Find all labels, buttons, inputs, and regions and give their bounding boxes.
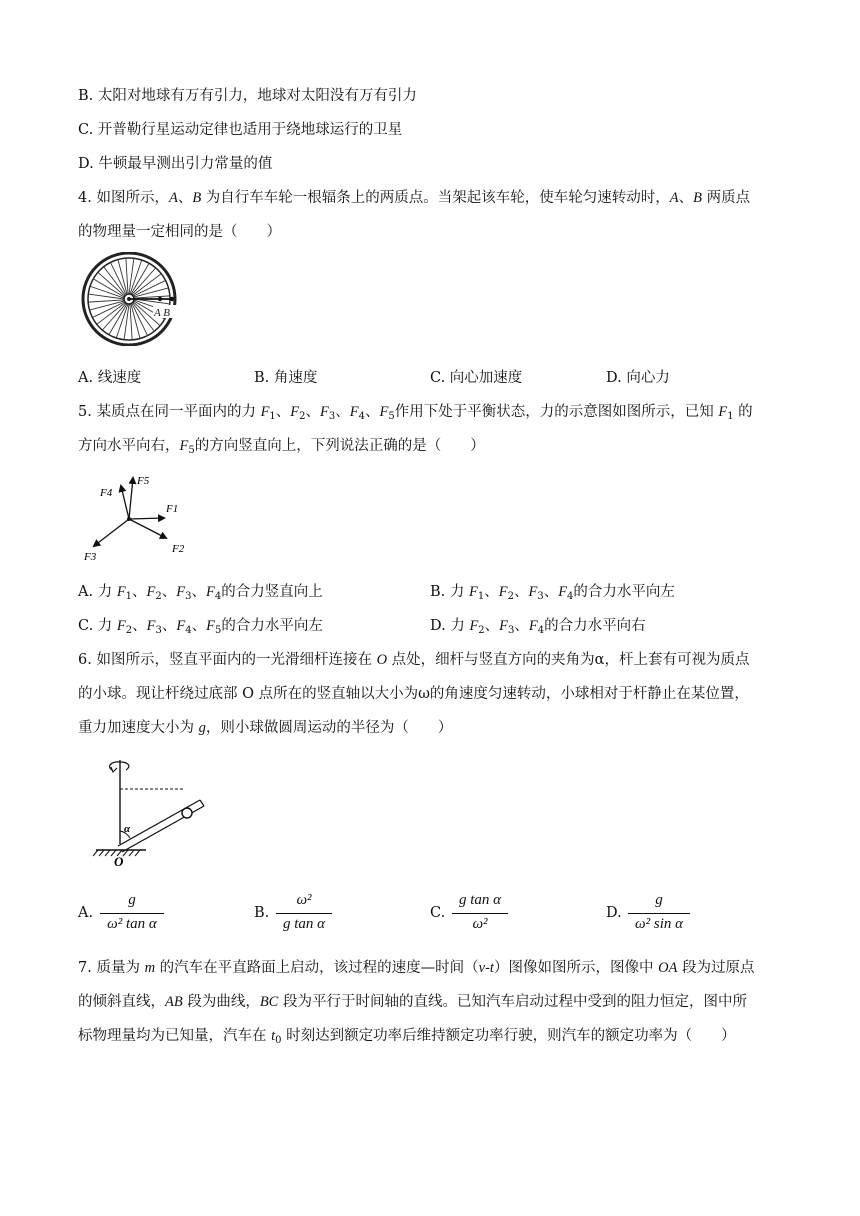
q5-label-f3: F3 bbox=[84, 551, 97, 563]
q5-label-f1: F1 bbox=[166, 503, 179, 515]
ground-hatch bbox=[129, 850, 134, 856]
q6-option-a-formula: g ω² tan α bbox=[100, 892, 164, 936]
ground-hatch bbox=[93, 850, 98, 856]
q6-stem-line3: 重力加速度大小为 g，则小球做圆周运动的半径为（ ） bbox=[78, 720, 453, 736]
q6-stem-line2: 的小球。现让杆绕过底部 O 点所在的竖直轴以大小为ω的角速度匀速转动，小球相对于杆静止在某位置， bbox=[78, 686, 749, 702]
q6-option-b-formula: ω² g tan α bbox=[276, 892, 332, 936]
q6-rod-figure bbox=[92, 756, 208, 868]
q6-option-a-label: A. bbox=[78, 905, 94, 921]
q4-option-a: A. 线速度 bbox=[78, 370, 142, 386]
q5-label-f5: F5 bbox=[137, 475, 150, 487]
q7-stem-line1: 7. 质量为 m 的汽车在平直路面上启动，该过程的速度—时间（v-t）图像如图所示，图像中 OA 段为过原点 bbox=[78, 960, 755, 976]
q5-option-a: A. 力 $F_1$、$F_2$、$F_3$、$F_4$的合力竖直向上 bbox=[78, 584, 323, 602]
q5-option-b: B. 力 $F_1$、$F_2$、$F_3$、$F_4$的合力水平向左 bbox=[430, 584, 675, 602]
q6-label-o: O bbox=[114, 854, 124, 868]
wheel-spoke bbox=[131, 304, 140, 339]
wheel-spoke bbox=[88, 300, 124, 302]
q4-wheel-figure bbox=[78, 252, 184, 346]
wheel-spoke bbox=[118, 260, 127, 295]
q3-option-b: B. 太阳对地球有万有引力，地球对太阳没有万有引力 bbox=[78, 88, 417, 104]
q5-stem-line2: 方向水平向右，$F_5$的方向竖直向上，下列说法正确的是（ ） bbox=[78, 438, 485, 456]
q4-option-d: D. 向心力 bbox=[606, 370, 670, 386]
wheel-spoke bbox=[134, 296, 170, 298]
q4-option-b: B. 角速度 bbox=[254, 370, 318, 386]
q4-stem-line2: 的物理量一定相同的是（ ） bbox=[78, 224, 281, 240]
q4-option-c: C. 向心加速度 bbox=[430, 370, 523, 386]
q5-option-d: D. 力 $F_2$、$F_3$、$F_4$的合力水平向右 bbox=[430, 618, 646, 636]
q3-option-c: C. 开普勒行星运动定律也适用于绕地球运行的卫星 bbox=[78, 122, 403, 138]
wheel-spoke bbox=[126, 258, 128, 294]
wheel-spoke bbox=[134, 288, 169, 297]
q6-option-d-formula: g ω² sin α bbox=[628, 892, 690, 936]
q6-option-c-formula: g tan α ω² bbox=[452, 892, 508, 936]
ground-hatch bbox=[135, 850, 140, 856]
q3-option-d: D. 牛顿最早测出引力常量的值 bbox=[78, 156, 273, 172]
wheel-spoke bbox=[90, 301, 125, 310]
q5-force-diagram bbox=[80, 470, 200, 566]
q4-figure-label: A B bbox=[154, 307, 170, 319]
q7-stem-line3: 标物理量均为已知量，汽车在 $t_0$ 时刻达到额定功率后维持额定功率行驶，则汽车的额定功率为（ ） bbox=[78, 1028, 736, 1046]
q6-stem-line1: 6. 如图所示，竖直平面内的一光滑细杆连接在 O 点处，细杆与竖直方向的夹角为α，杆上套有可视为质点 bbox=[78, 652, 750, 668]
q5-label-f2: F2 bbox=[172, 543, 185, 555]
q5-label-f4: F4 bbox=[100, 487, 113, 499]
q6-option-d-label: D. bbox=[606, 905, 622, 921]
wheel-spoke bbox=[130, 304, 132, 340]
q6-option-b-label: B. bbox=[254, 905, 270, 921]
q5-stem-line1: 5. 某质点在同一平面内的力 $F_1$、$F_2$、$F_3$、$F_4$、$F_5$作用下处于平衡状态，力的示意图如图所示，已知 $F_1$ 的 bbox=[78, 404, 753, 422]
ground-hatch bbox=[105, 850, 110, 856]
q4-stem-line1: 4. 如图所示，A、B 为自行车车轮一根辐条上的两质点。当架起该车轮，使车轮匀速转动时，A、B 两质点 bbox=[78, 190, 751, 206]
ground-hatch bbox=[99, 850, 104, 856]
q6-option-c-label: C. bbox=[430, 905, 446, 921]
q5-option-c: C. 力 $F_2$、$F_3$、$F_4$、$F_5$的合力水平向左 bbox=[78, 618, 323, 636]
q6-label-alpha: α bbox=[124, 823, 131, 835]
q7-stem-line2: 的倾斜直线，AB 段为曲线，BC 段为平行于时间轴的直线。已知汽车启动过程中受到的阻力恒定，图中所 bbox=[78, 994, 747, 1010]
